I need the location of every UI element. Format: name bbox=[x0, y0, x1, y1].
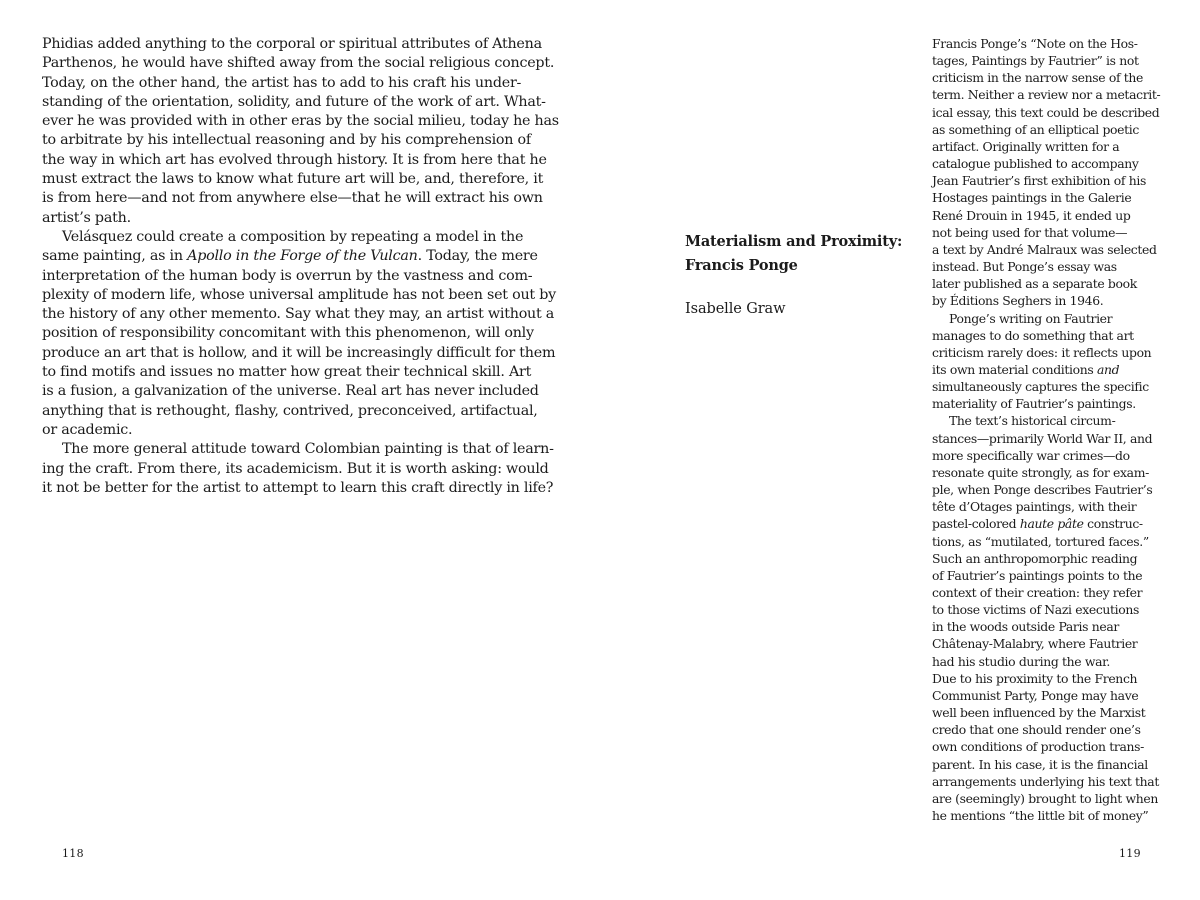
text-run: to those victims of Nazi executions bbox=[932, 602, 1140, 618]
text-run: ical essay, this text could be described bbox=[932, 104, 1160, 120]
essay-title-line: Francis Ponge bbox=[685, 257, 798, 274]
text-line bbox=[932, 738, 1164, 755]
text-run: ever he was provided with in other eras by the social milieu, today he has bbox=[42, 113, 559, 130]
text-line bbox=[932, 327, 1164, 344]
text-run: same painting, as in bbox=[42, 248, 188, 265]
text-line bbox=[932, 138, 1164, 155]
text-line bbox=[42, 112, 559, 131]
text-run: by Éditions Seghers in 1946. bbox=[932, 293, 1104, 309]
text-run: parent. In his case, it is the financial bbox=[932, 756, 1148, 772]
right-body-text bbox=[932, 35, 1164, 824]
text-run: Velásquez could create a composition by repeating a model in the bbox=[62, 228, 524, 245]
text-line bbox=[932, 69, 1164, 86]
text-run: a text by André Malraux was selected bbox=[932, 241, 1157, 257]
text-run: Phidias added anything to the corporal or spiritual attributes of Athena bbox=[42, 36, 542, 52]
text-line bbox=[932, 670, 1164, 687]
text-line bbox=[932, 653, 1164, 670]
text-run: pastel-colored bbox=[932, 516, 1020, 532]
text-line bbox=[42, 344, 556, 363]
text-line bbox=[932, 344, 1164, 361]
text-line bbox=[932, 550, 1164, 567]
text-run: The more general attitude toward Colombian painting is that of learn- bbox=[62, 441, 554, 458]
page-number-left: 118 bbox=[62, 847, 84, 860]
text-line bbox=[42, 54, 555, 73]
text-run: construc- bbox=[1083, 516, 1143, 532]
text-line bbox=[42, 74, 524, 93]
text-line bbox=[42, 170, 544, 189]
text-run: its own material conditions bbox=[932, 361, 1098, 377]
text-run: to find motifs and issues no matter how great their technical skill. Art bbox=[42, 364, 532, 381]
essay-title bbox=[685, 230, 925, 278]
text-line bbox=[932, 292, 1164, 309]
text-line bbox=[42, 35, 542, 54]
text-line bbox=[932, 721, 1164, 738]
text-line bbox=[932, 464, 1164, 481]
text-line bbox=[932, 207, 1164, 224]
text-run: Ponge’s writing on Fautrier bbox=[949, 310, 1113, 326]
text-run: term. Neither a review nor a metacrit- bbox=[932, 87, 1161, 103]
text-line bbox=[42, 247, 538, 266]
right-page bbox=[600, 0, 1200, 900]
text-line bbox=[42, 479, 554, 498]
text-run: or academic. bbox=[42, 421, 133, 438]
text-line bbox=[932, 481, 1164, 498]
text-run: Hostages paintings in the Galerie bbox=[932, 190, 1132, 206]
text-line bbox=[932, 756, 1164, 773]
text-line bbox=[932, 395, 1164, 412]
text-run: of Fautrier’s paintings points to the bbox=[932, 567, 1143, 583]
text-run: credo that one should render one’s bbox=[932, 722, 1141, 738]
text-run: The text’s historical circum- bbox=[949, 413, 1116, 429]
text-run: standing of the orientation, solidity, and future of the work of art. What- bbox=[42, 93, 546, 110]
text-line bbox=[932, 258, 1164, 275]
text-run: more specifically war crimes—do bbox=[932, 447, 1130, 463]
text-run: Francis Ponge’s “Note on the Hos- bbox=[932, 36, 1138, 51]
text-run: must extract the laws to know what future art will be, and, therefore, it bbox=[42, 171, 544, 188]
text-run: context of their creation: they refer bbox=[932, 585, 1143, 600]
text-run: . Today, the mere bbox=[417, 248, 538, 265]
text-line bbox=[42, 324, 534, 343]
text-line bbox=[932, 412, 1164, 429]
text-run: Jean Fautrier’s first exhibition of his bbox=[932, 173, 1146, 189]
text-run: plexity of modern life, whose universal amplitude has not been set out by bbox=[42, 286, 556, 303]
text-line bbox=[932, 704, 1164, 721]
text-line bbox=[42, 421, 524, 440]
text-run: tions, as “mutilated, tortured faces.” bbox=[932, 533, 1149, 549]
text-line bbox=[42, 286, 556, 305]
italic-run: haute pâte bbox=[1019, 516, 1084, 532]
text-line bbox=[932, 104, 1164, 121]
page-number-right: 119 bbox=[1119, 847, 1141, 860]
text-run: Parthenos, he would have shifted away from the social religious concept. bbox=[42, 55, 555, 72]
text-run: anything that is rethought, flashy, contrived, preconceived, artifactual, bbox=[42, 402, 538, 419]
text-line bbox=[932, 773, 1164, 790]
text-line bbox=[932, 35, 1164, 52]
text-line bbox=[932, 807, 1164, 824]
essay-author: Isabelle Graw bbox=[685, 301, 786, 317]
text-line bbox=[932, 224, 1164, 241]
text-line bbox=[932, 241, 1164, 258]
text-run: tête d’Otages paintings, with their bbox=[932, 499, 1137, 515]
text-line bbox=[932, 601, 1164, 618]
text-line bbox=[42, 131, 531, 150]
text-run: interpretation of the human body is overrun by the vastness and com- bbox=[42, 267, 533, 284]
text-run: produce an art that is hollow, and it will be increasingly difficult for them bbox=[42, 344, 556, 361]
text-line bbox=[932, 430, 1164, 447]
text-line bbox=[932, 310, 1164, 327]
text-run: he mentions “the little bit of money” bbox=[932, 808, 1149, 824]
text-run: Communist Party, Ponge may have bbox=[932, 687, 1139, 703]
text-run: well been influenced by the Marxist bbox=[932, 705, 1146, 721]
text-line bbox=[42, 363, 532, 382]
text-run: it not be better for the artist to attempt to learn this craft directly in life? bbox=[42, 479, 554, 496]
text-line bbox=[932, 447, 1164, 464]
text-run: is from here—and not from anywhere else—that he will extract his own bbox=[42, 190, 543, 207]
text-run: instead. But Ponge’s essay was bbox=[932, 259, 1117, 275]
text-run: criticism rarely does: it reflects upon bbox=[932, 344, 1152, 360]
text-line bbox=[42, 267, 533, 286]
text-run: tages, Paintings by Fautrier” is not bbox=[932, 53, 1139, 69]
essay-title-line: Materialism and Proximity: bbox=[685, 233, 903, 250]
text-run: not being used for that volume— bbox=[932, 224, 1128, 240]
text-line bbox=[42, 440, 554, 459]
text-run: stances—primarily World War II, and bbox=[932, 430, 1153, 446]
text-line bbox=[932, 618, 1164, 635]
text-run: ple, when Ponge describes Fautrier’s bbox=[932, 482, 1153, 498]
text-line bbox=[42, 209, 524, 228]
text-run: catalogue published to accompany bbox=[932, 156, 1139, 172]
text-line bbox=[42, 402, 538, 421]
text-line bbox=[932, 687, 1164, 704]
text-run: the history of any other memento. Say what they may, an artist without a bbox=[42, 306, 555, 323]
text-line bbox=[932, 361, 1164, 378]
text-run: is a fusion, a galvanization of the universe. Real art has never included bbox=[42, 383, 539, 400]
text-run: position of responsibility concomitant with this phenomenon, will only bbox=[42, 325, 534, 342]
text-line bbox=[42, 93, 546, 112]
text-run: ing the craft. From there, its academicism. But it is worth asking: would bbox=[42, 460, 549, 477]
text-run: artifact. Originally written for a bbox=[932, 138, 1120, 154]
text-run: simultaneously captures the specific bbox=[932, 379, 1149, 395]
text-line bbox=[42, 460, 549, 479]
text-line bbox=[932, 155, 1164, 172]
text-run: to arbitrate by his intellectual reasoning and by his comprehension of bbox=[42, 132, 531, 149]
text-run: materiality of Fautrier’s paintings. bbox=[932, 396, 1136, 412]
text-run: are (seemingly) brought to light when bbox=[932, 790, 1159, 806]
text-line bbox=[932, 172, 1164, 189]
text-line bbox=[932, 515, 1164, 532]
italic-run: Apollo in the Forge of the Vulcan bbox=[187, 248, 418, 265]
text-line bbox=[42, 305, 555, 324]
text-line bbox=[932, 52, 1164, 69]
text-run: had his studio during the war. bbox=[932, 653, 1110, 669]
text-line bbox=[42, 382, 539, 401]
text-line bbox=[42, 228, 524, 247]
text-run: arrangements underlying his text that bbox=[932, 773, 1159, 789]
text-line bbox=[932, 635, 1164, 652]
text-run: Such an anthropomorphic reading bbox=[932, 550, 1138, 566]
text-run: resonate quite strongly, as for exam- bbox=[932, 464, 1149, 480]
text-line bbox=[932, 275, 1164, 292]
text-run: manages to do something that art bbox=[932, 327, 1134, 343]
text-line bbox=[932, 498, 1164, 515]
text-run: René Drouin in 1945, it ended up bbox=[932, 207, 1131, 223]
text-run: the way in which art has evolved through history. It is from here that he bbox=[42, 151, 547, 168]
text-line bbox=[932, 378, 1164, 395]
text-run: as something of an elliptical poetic bbox=[932, 121, 1139, 137]
text-line bbox=[932, 86, 1164, 103]
text-line bbox=[932, 567, 1164, 584]
text-run: artist’s path. bbox=[42, 209, 131, 226]
italic-run: and bbox=[1097, 361, 1120, 377]
text-run: Châtenay-Malabry, where Fautrier bbox=[932, 636, 1138, 652]
text-line bbox=[932, 121, 1164, 138]
essay-heading-block bbox=[685, 230, 925, 321]
text-run: later published as a separate book bbox=[932, 276, 1137, 292]
text-run: Due to his proximity to the French bbox=[932, 670, 1138, 686]
text-run: own conditions of production trans- bbox=[932, 739, 1144, 755]
text-run: Today, on the other hand, the artist has to add to his craft his under- bbox=[42, 74, 522, 91]
left-body-text bbox=[42, 35, 559, 498]
text-run: criticism in the narrow sense of the bbox=[932, 70, 1144, 86]
text-run: in the woods outside Paris near bbox=[932, 619, 1119, 635]
text-line bbox=[42, 151, 547, 170]
text-line bbox=[932, 533, 1164, 550]
text-line bbox=[932, 584, 1164, 601]
text-line bbox=[932, 189, 1164, 206]
text-line bbox=[932, 790, 1164, 807]
text-line bbox=[42, 189, 543, 208]
